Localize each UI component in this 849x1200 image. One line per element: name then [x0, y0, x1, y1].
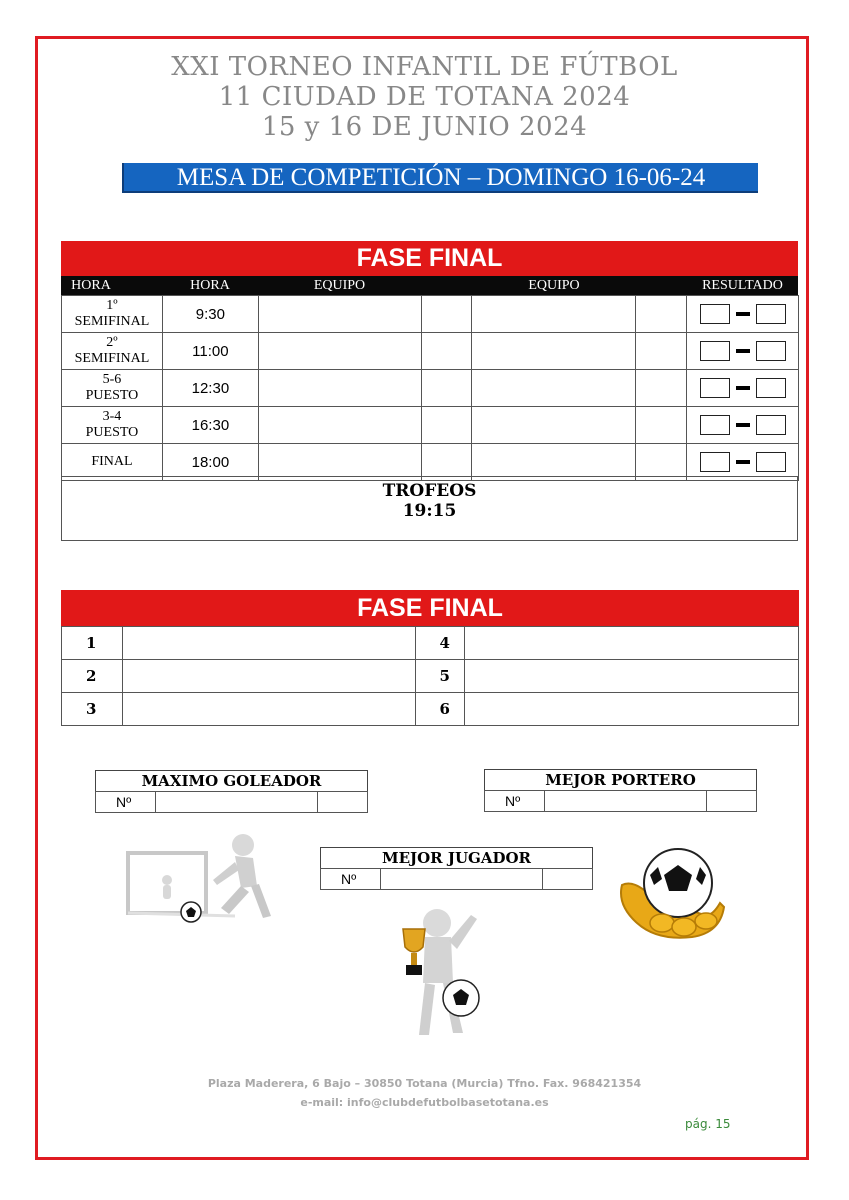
rank-number: 6: [415, 693, 465, 726]
goal-kick-illustration: [125, 828, 280, 933]
time-cell: 9:30: [162, 296, 258, 333]
schedule-title: FASE FINAL: [61, 241, 798, 276]
team-b-cell[interactable]: [472, 296, 636, 333]
time-cell: 16:30: [162, 407, 258, 444]
rank-number: 3: [62, 693, 123, 726]
best-goalkeeper-num-label: Nº: [485, 791, 545, 812]
rank-team-cell[interactable]: [122, 693, 415, 726]
team-a-cell[interactable]: [258, 333, 421, 370]
stage-cell: 3-4 PUESTO: [62, 407, 163, 444]
col-hora-1: HORA: [71, 278, 111, 293]
result-cell[interactable]: [687, 296, 799, 333]
soccer-ball-icon: [443, 980, 479, 1016]
rank-team-cell[interactable]: [122, 660, 415, 693]
best-goalkeeper-extra-cell[interactable]: [707, 791, 757, 812]
rank-team-cell[interactable]: [465, 693, 799, 726]
rank-number: 1: [62, 627, 123, 660]
team-a-cell[interactable]: [258, 296, 421, 333]
team-b-cell[interactable]: [472, 333, 636, 370]
best-player-box: [320, 847, 593, 890]
score-a-cell[interactable]: [421, 370, 472, 407]
top-scorer-title: MAXIMO GOLEADOR: [95, 770, 368, 791]
page-number: pág. 15: [685, 1117, 731, 1131]
schedule-row: [62, 407, 799, 444]
rank-team-cell[interactable]: [465, 627, 799, 660]
result-cell[interactable]: [687, 407, 799, 444]
rank-number: 4: [415, 627, 465, 660]
score-a-cell[interactable]: [421, 407, 472, 444]
team-a-cell[interactable]: [258, 370, 421, 407]
team-b-cell[interactable]: [472, 407, 636, 444]
ranking-row: [62, 660, 799, 693]
score-b-cell[interactable]: [636, 444, 687, 481]
goalkeeper-gloves-icon: [612, 845, 732, 943]
result-cell[interactable]: [687, 370, 799, 407]
team-b-cell[interactable]: [472, 444, 636, 481]
stage-cell: 1º SEMIFINAL: [62, 296, 163, 333]
top-scorer-goals-cell[interactable]: [318, 792, 368, 813]
top-scorer-box: [95, 770, 368, 813]
score-b-cell[interactable]: [636, 296, 687, 333]
best-goalkeeper-box: [484, 769, 757, 812]
schedule-row: [62, 444, 799, 481]
trophies-time: 19:15: [402, 501, 457, 521]
top-scorer-name-cell[interactable]: [156, 792, 318, 813]
team-a-cell[interactable]: [258, 444, 421, 481]
score-b-cell[interactable]: [636, 370, 687, 407]
rank-number: 2: [62, 660, 123, 693]
col-hora-2: HORA: [190, 278, 230, 293]
stage-cell: 2º SEMIFINAL: [62, 333, 163, 370]
schedule-row: [62, 296, 799, 333]
trophy-icon: [403, 929, 425, 975]
score-a-cell[interactable]: [421, 444, 472, 481]
soccer-ball-icon: [181, 902, 201, 922]
best-player-num-label: Nº: [321, 869, 381, 890]
tournament-title: XXI TORNEO INFANTIL DE FÚTBOL: [171, 52, 678, 82]
score-b-cell[interactable]: [636, 333, 687, 370]
ranking-table: [61, 626, 799, 726]
time-cell: 18:00: [162, 444, 258, 481]
ranking-row: [62, 693, 799, 726]
time-cell: 12:30: [162, 370, 258, 407]
top-scorer-num-label: Nº: [96, 792, 156, 813]
rank-team-cell[interactable]: [122, 627, 415, 660]
col-equipo-2: EQUIPO: [528, 278, 580, 293]
best-goalkeeper-name-cell[interactable]: [545, 791, 707, 812]
score-a-cell[interactable]: [421, 333, 472, 370]
rank-team-cell[interactable]: [465, 660, 799, 693]
schedule-table: [61, 295, 799, 481]
score-a-cell[interactable]: [421, 296, 472, 333]
stage-cell: FINAL: [62, 444, 163, 481]
tournament-dates: 15 y 16 DE JUNIO 2024: [261, 112, 588, 142]
rank-number: 5: [415, 660, 465, 693]
mesa-banner: MESA DE COMPETICIÓN – DOMINGO 16-06-24: [122, 163, 758, 193]
footer-address: Plaza Maderera, 6 Bajo – 30850 Totana (Murcia) Tfno. Fax. 968421354: [207, 1077, 642, 1090]
trophy-winner-illustration: [395, 905, 490, 1040]
schedule-row: [62, 370, 799, 407]
tournament-subtitle: 11 CIUDAD DE TOTANA 2024: [218, 82, 631, 112]
best-player-extra-cell[interactable]: [543, 869, 593, 890]
schedule-row: [62, 333, 799, 370]
col-resultado: RESULTADO: [702, 278, 783, 293]
team-a-cell[interactable]: [258, 407, 421, 444]
result-cell[interactable]: [687, 333, 799, 370]
best-player-name-cell[interactable]: [381, 869, 543, 890]
stage-cell: 5-6 PUESTO: [62, 370, 163, 407]
team-b-cell[interactable]: [472, 370, 636, 407]
footer-email[interactable]: e-mail: info@clubdefutbolbasetotana.es: [300, 1096, 549, 1109]
best-goalkeeper-title: MEJOR PORTERO: [484, 769, 757, 790]
result-cell[interactable]: [687, 444, 799, 481]
trophies-label: TROFEOS: [382, 481, 477, 501]
col-equipo-1: EQUIPO: [313, 278, 366, 293]
trophies-box: [61, 476, 798, 541]
ranking-title: FASE FINAL: [61, 590, 799, 626]
score-b-cell[interactable]: [636, 407, 687, 444]
best-player-title: MEJOR JUGADOR: [320, 847, 593, 868]
ranking-row: [62, 627, 799, 660]
time-cell: 11:00: [162, 333, 258, 370]
